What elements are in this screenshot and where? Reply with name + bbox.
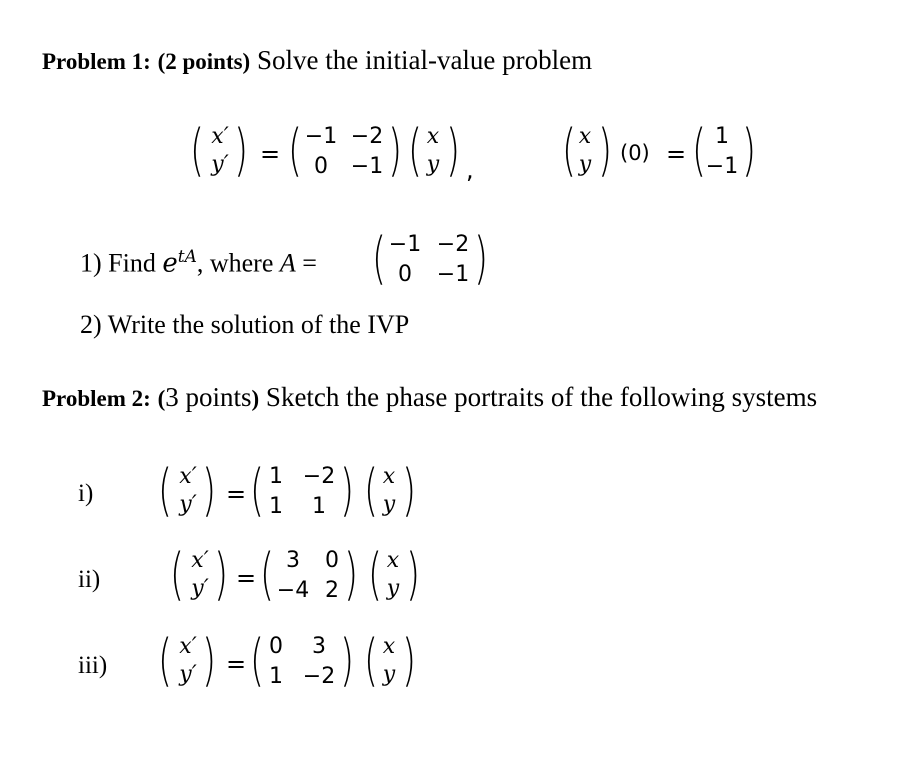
problem-2-points: 3 points [165,382,252,412]
system-label: iii) [78,652,108,679]
matrix-cell: 3 [312,634,326,659]
problem-1-heading [42,45,592,76]
equals-sign: = [236,564,257,592]
right-paren: ) [234,119,249,183]
matrix-cell: −1 [436,262,470,287]
matrix-cell: −2 [302,664,336,689]
matrix-cell: −2 [436,232,470,257]
left-paren: ( [260,543,275,607]
matrix-cell: 3 [286,548,300,573]
lhs-x-prime: x′ [179,634,197,659]
lhs-y-prime: y′ [191,576,209,601]
ic-y: y [578,152,592,177]
ic-value: −1 [705,154,739,179]
comma: , [466,156,474,184]
right-paren: ) [402,629,417,693]
problem-1-label: Problem 1: [42,49,151,74]
lhs-x-prime: x′ [211,124,229,149]
system-iii-equation [158,629,458,698]
lhs-y-prime: y′ [211,152,229,177]
item-number: 2) [80,310,102,339]
equals-sign: = [226,480,247,508]
exp-power: tA [177,247,197,267]
right-paren: ) [340,629,355,693]
lhs-x-prime: x′ [191,548,209,573]
left-paren: ( [562,119,577,183]
left-paren: ( [364,629,379,693]
rhs-x: x [426,124,440,149]
equals-sign: = [226,650,247,678]
points-close-paren: ) [251,386,260,411]
left-paren: ( [692,119,707,183]
problem-2-text: Sketch the phase portraits of the following systems [265,382,818,412]
exp-base: e [162,248,178,279]
ic-x: x [578,124,592,149]
item-text-after: , where [196,248,274,278]
problem-1-item-1 [80,247,317,279]
left-paren: ( [170,543,185,607]
rhs-x: x [382,634,396,659]
right-paren: ) [402,459,417,523]
at-zero: (0) [620,141,650,165]
item-text-before: Find [108,248,156,278]
matrix-cell: 1 [269,664,283,689]
problem-2-label: Problem 2: [42,386,151,411]
item-1-matrix [372,227,532,296]
problem-2-heading [42,382,817,413]
problem-1-system-equation [190,119,530,188]
rhs-y: y [386,576,400,601]
right-paren: ) [344,543,359,607]
right-paren: ) [446,119,461,183]
left-paren: ( [408,119,423,183]
matrix-cell: −1 [304,124,338,149]
item-number: 1) [80,248,102,278]
matrix-cell: 0 [314,154,328,179]
left-paren: ( [190,119,205,183]
left-paren: ( [372,227,387,291]
right-paren: ) [742,119,757,183]
matrix-var: A [279,248,296,278]
right-paren: ) [406,543,421,607]
matrix-cell: −1 [388,232,422,257]
matrix-cell: 0 [398,262,412,287]
right-paren: ) [598,119,613,183]
rhs-y: y [382,492,396,517]
rhs-y: y [426,152,440,177]
matrix-cell: −1 [350,154,384,179]
right-paren: ) [388,119,403,183]
matrix-cell: −2 [350,124,384,149]
matrix-cell: 1 [312,494,326,519]
equals-sign: = [666,140,687,168]
left-paren: ( [158,459,173,523]
lhs-y-prime: y′ [179,662,197,687]
problem-1-text: Solve the initial-value problem [256,45,593,75]
equals-sign: = [302,248,317,278]
equals-sign: = [260,140,281,168]
system-ii-equation [170,543,470,612]
system-label: ii) [78,566,101,593]
rhs-x: x [382,464,396,489]
right-paren: ) [474,227,489,291]
system-i-equation [158,459,458,528]
left-paren: ( [158,629,173,693]
right-paren: ) [214,543,229,607]
matrix-cell: 0 [269,634,283,659]
system-label: i) [78,480,94,507]
lhs-x-prime: x′ [179,464,197,489]
matrix-cell: −2 [302,464,336,489]
points-open-paren: ( [157,386,166,411]
matrix-cell: 0 [325,548,339,573]
lhs-y-prime: y′ [179,492,197,517]
right-paren: ) [202,459,217,523]
matrix-cell: 2 [325,578,339,603]
item-text: Write the solution of the IVP [107,310,410,339]
right-paren: ) [202,629,217,693]
left-paren: ( [288,119,303,183]
left-paren: ( [250,629,265,693]
matrix-cell: 1 [269,494,283,519]
problem-1-points: (2 points) [157,49,251,74]
left-paren: ( [250,459,265,523]
ic-value: 1 [715,124,729,149]
rhs-y: y [382,662,396,687]
initial-condition [562,119,802,188]
matrix-cell: 1 [269,464,283,489]
left-paren: ( [368,543,383,607]
left-paren: ( [364,459,379,523]
problem-1-item-2 [80,310,409,340]
rhs-x: x [386,548,400,573]
matrix-cell: −4 [276,578,310,603]
right-paren: ) [340,459,355,523]
